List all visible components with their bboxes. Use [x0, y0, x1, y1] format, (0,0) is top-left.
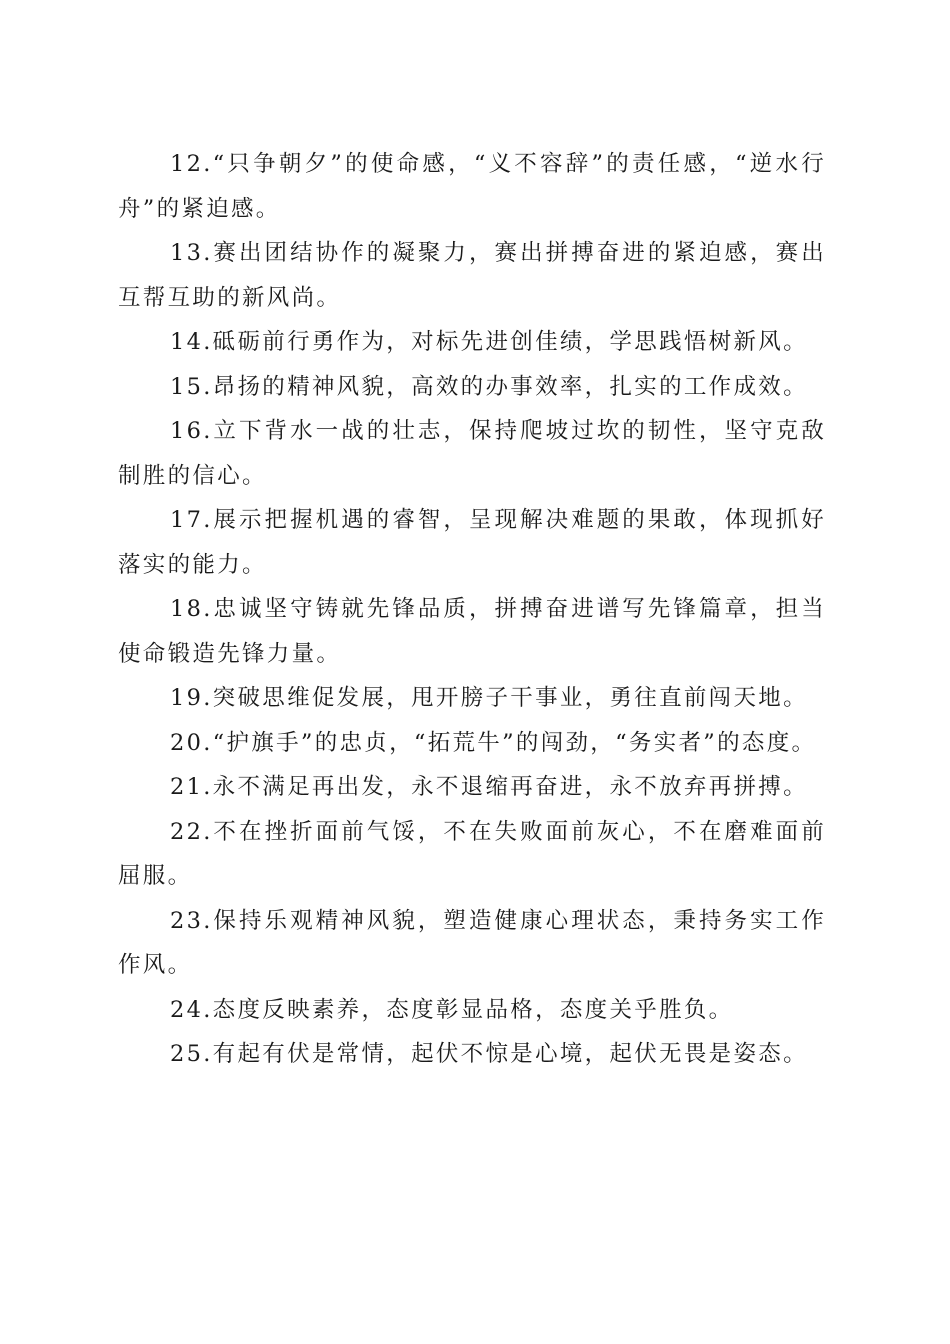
list-item: 17.展示把握机遇的睿智，呈现解决难题的果敢，体现抓好落实的能力。 — [118, 507, 826, 578]
list-item: 23.保持乐观精神风貌，塑造健康心理状态，秉持务实工作作风。 — [118, 907, 826, 978]
list-item: 18.忠诚坚守铸就先锋品质，拼搏奋进谱写先锋篇章，担当使命锻造先锋力量。 — [118, 596, 826, 667]
list-item: 15.昂扬的精神风貌，高效的办事效率，扎实的工作成效。 — [170, 373, 808, 400]
list-item: 19.突破思维促发展，甩开膀子干事业，勇往直前闯天地。 — [170, 685, 808, 711]
list-item: 25.有起有伏是常情，起伏不惊是心境，起伏无畏是姿态。 — [170, 1041, 808, 1067]
list-item: 16.立下背水一战的壮志，保持爬坡过坎的韧性，坚守克敌制胜的信心。 — [118, 418, 826, 489]
list-item: 12.“只争朝夕”的使命感，“义不容辞”的责任感，“逆水行舟”的紧迫感。 — [118, 151, 826, 222]
document-body — [118, 142, 826, 1077]
list-item: 24.态度反映素养，态度彰显品格，态度关乎胜负。 — [170, 996, 734, 1023]
list-item: 13.赛出团结协作的凝聚力，赛出拼搏奋进的紧迫感，赛出互帮互助的新风尚。 — [118, 240, 826, 311]
list-item: 14.砥砺前行勇作为，对标先进创佳绩，学思践悟树新风。 — [170, 329, 808, 355]
list-item: 21.永不满足再出发，永不退缩再奋进，永不放弃再拼搏。 — [170, 774, 808, 800]
list-item: 20.“护旗手”的忠贞，“拓荒牛”的闯劲，“务实者”的态度。 — [170, 729, 817, 756]
list-item: 22.不在挫折面前气馁，不在失败面前灰心，不在磨难面前屈服。 — [118, 818, 826, 889]
